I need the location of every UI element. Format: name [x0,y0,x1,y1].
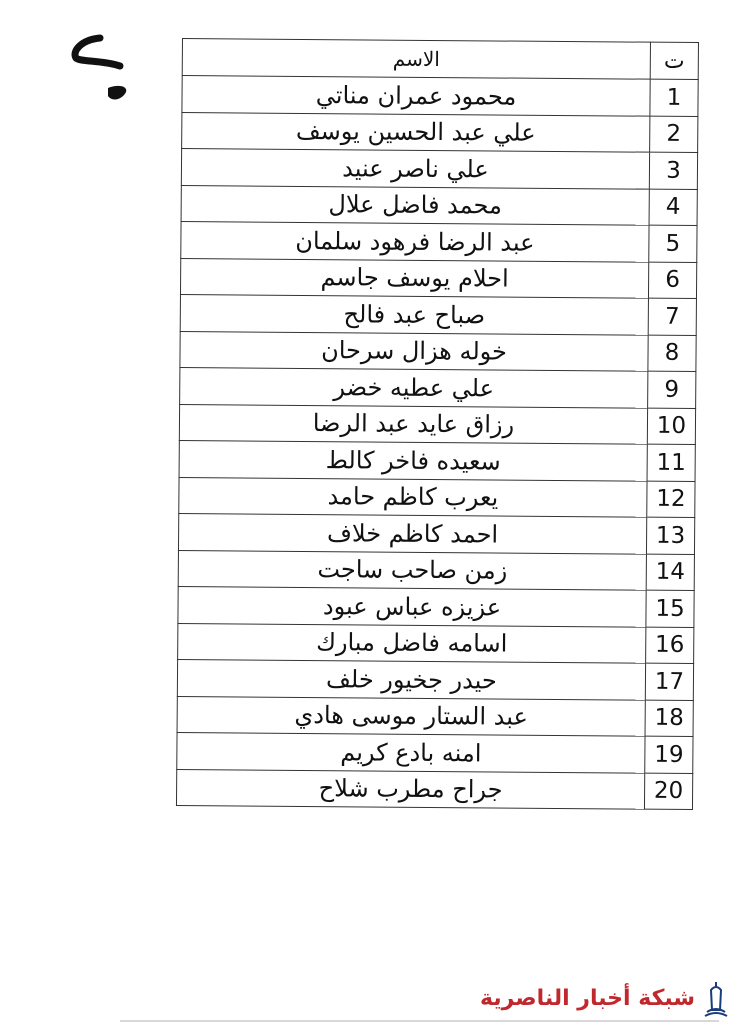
row-name: اسامه فاضل مبارك [178,623,646,663]
row-name: احلام يوسف جاسم [180,258,648,298]
row-number: 7 [648,298,696,335]
row-name: امنه بادع كريم [177,732,645,772]
row-number: 15 [646,590,694,627]
table-row [176,769,692,810]
table-row [180,331,696,372]
table-row [181,221,697,262]
logo-text: شبكة أخبار الناصرية [480,985,695,1011]
row-number: 19 [645,736,693,773]
row-name: خوله هزال سرحان [180,331,648,371]
table-row [179,440,695,481]
row-name: محمود عمران مناتي [182,76,650,116]
table-row [180,258,696,299]
row-number: 18 [645,700,693,737]
row-number: 17 [645,663,693,700]
row-number: 14 [646,554,694,591]
table-row [178,586,694,627]
row-name: علي ناصر عنيد [181,149,649,189]
row-name: احمد كاظم خلاف [178,513,646,553]
row-name: عبد الستار موسى هادي [177,696,645,736]
row-number: 2 [650,116,698,153]
row-number: 13 [646,517,694,554]
table-row [182,76,698,117]
row-name: رزاق عايد عبد الرضا [179,404,647,444]
row-name: صباح عبد فالح [180,294,648,334]
names-table [176,38,699,810]
row-name: سعيده فاخر كالط [179,440,647,480]
row-name: محمد فاضل علال [181,185,649,225]
table-row [180,367,696,408]
row-name: عزيزه عباس عبود [178,586,646,626]
table-row [181,185,697,226]
table-row [180,294,696,335]
row-number: 20 [644,773,692,810]
row-name: يعرب كاظم حامد [179,477,647,517]
table-row [178,550,694,591]
row-number: 1 [650,79,698,116]
row-name: علي عطيه خضر [180,367,648,407]
table-row [182,112,698,153]
names-table-container [176,38,698,810]
table-header-row [182,39,698,80]
footer-divider [120,1020,719,1022]
minaret-emblem-icon [701,978,731,1018]
table-row [177,732,693,773]
table-row [179,477,695,518]
row-number: 10 [647,408,695,445]
row-number: 5 [649,225,697,262]
row-name: علي عبد الحسين يوسف [182,112,650,152]
row-number: 3 [649,152,697,189]
row-name: جراح مطرب شلاح [176,769,644,809]
row-number: 16 [646,627,694,664]
table-row [179,404,695,445]
row-number: 4 [649,189,697,226]
table-row [177,696,693,737]
table-row [177,659,693,700]
row-number: 6 [648,262,696,299]
row-number: 9 [648,371,696,408]
row-number: 8 [648,335,696,372]
header-number: ت [650,42,698,79]
row-name: عبد الرضا فرهود سلمان [181,221,649,261]
table-row [178,513,694,554]
news-network-logo [480,978,731,1018]
table-row [178,623,694,664]
header-name: الاسم [182,39,650,80]
row-name: زمن صاحب ساجت [178,550,646,590]
row-name: حيدر جخيور خلف [177,659,645,699]
handwritten-mark [62,30,132,120]
row-number: 11 [647,444,695,481]
row-number: 12 [647,481,695,518]
table-row [181,149,697,190]
